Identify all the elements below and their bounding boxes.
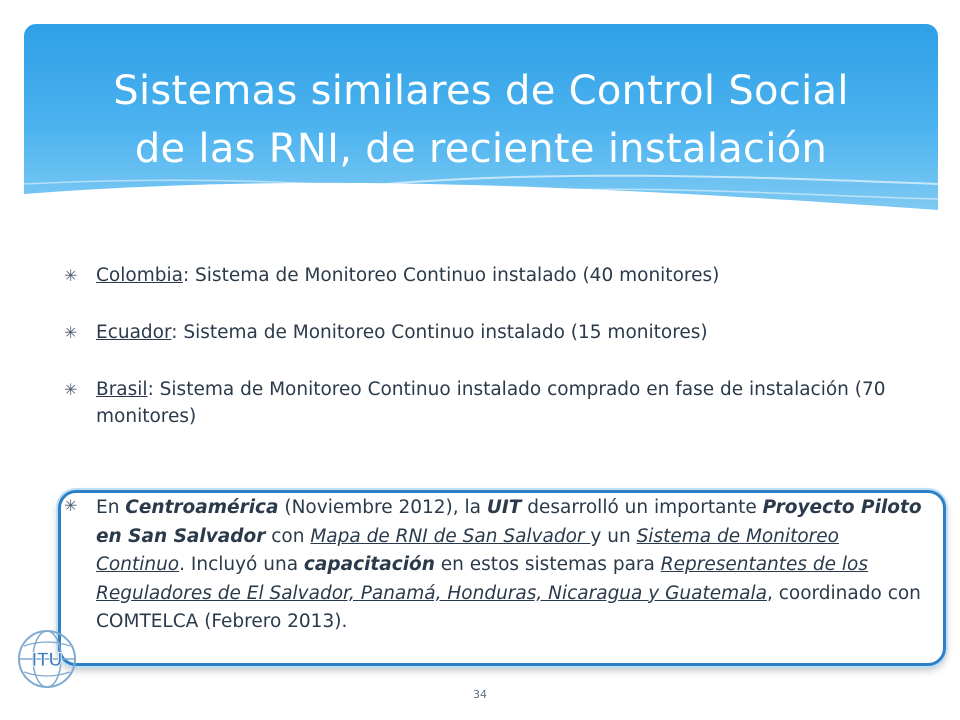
mapa-rni-link: Mapa de RNI de San Salvador (310, 525, 591, 547)
bullet-star-icon: ✳ (64, 496, 78, 515)
text-span: . Incluyó una (179, 554, 304, 575)
representantes-link: Representantes de los Reguladores de El Salvador, Panamá, Honduras, Nicaragua y Guatemala (96, 554, 869, 604)
itu-logo (16, 628, 78, 690)
highlight-paragraph (96, 494, 926, 637)
bullet-text: : Sistema de Monitoreo Continuo instalado (15 monitores) (171, 322, 708, 343)
text-span: , coordinado con COMTELCA (Febrero 2013). (96, 582, 921, 632)
country-brasil: Brasil (96, 379, 148, 400)
capacitacion-text: capacitación (303, 554, 435, 575)
title-banner (24, 24, 938, 212)
bullet-text: : Sistema de Monitoreo Continuo instalado (40 monitores) (182, 265, 720, 286)
proyecto-piloto-text: Proyecto Piloto en San Salvador (96, 497, 922, 547)
bullet-ecuador (64, 319, 894, 346)
sistema-monitoreo-link: Sistema de Monitoreo Continuo (96, 525, 839, 575)
title-line-2: de las RNI, de reciente instalación (134, 126, 828, 172)
bullet-colombia (64, 262, 894, 289)
text-span: En (96, 497, 126, 518)
page-number: 34 (473, 688, 487, 701)
bullet-brasil (64, 376, 894, 430)
text-span: (Noviembre 2012), la (278, 497, 487, 518)
page-title (24, 62, 938, 178)
country-colombia: Colombia (96, 265, 183, 286)
bullet-text: : Sistema de Monitoreo Continuo instalado comprado en fase de instalación (70 monitores) (96, 379, 886, 427)
bullet-list (64, 262, 894, 460)
text-span: en estos sistemas para (434, 554, 661, 575)
text-span: con (265, 525, 311, 547)
text-span: y un (590, 525, 637, 547)
country-ecuador: Ecuador (96, 322, 172, 343)
uit-text: UIT (486, 497, 522, 518)
bullet-star-icon: ✳ (64, 323, 78, 342)
centroamerica-text: Centroamérica (125, 497, 279, 518)
text-span: desarrolló un importante (521, 497, 763, 518)
bullet-star-icon: ✳ (64, 380, 78, 399)
bullet-star-icon: ✳ (64, 266, 78, 285)
title-line-1: Sistemas similares de Control Social (113, 68, 849, 114)
logo-text: ITU (31, 650, 63, 671)
